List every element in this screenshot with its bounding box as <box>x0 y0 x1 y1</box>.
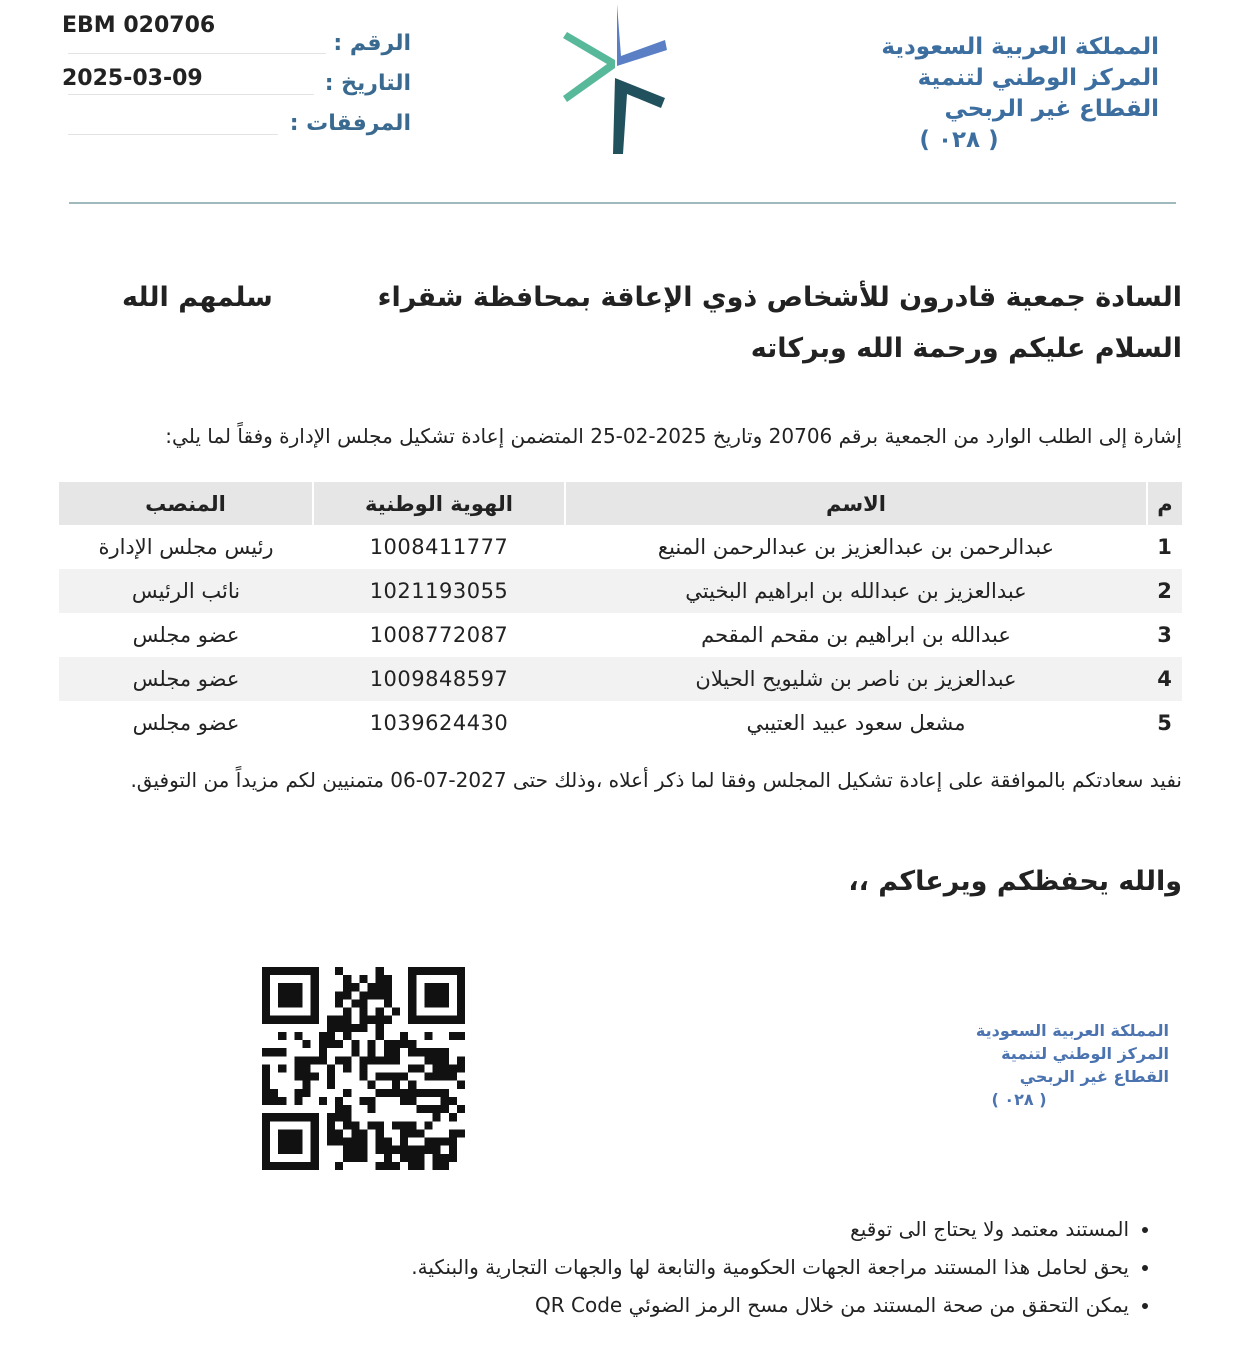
board-members-table <box>59 482 1182 745</box>
row-number: 3 <box>1157 623 1172 647</box>
org-code: ( ٠٢٨ ) <box>919 127 999 153</box>
org-line-2: المركز الوطني لتنمية <box>917 65 1159 91</box>
member-position: عضو مجلس <box>132 711 240 735</box>
salutation-right: سلمهم الله <box>122 282 273 313</box>
table-row <box>59 525 1182 569</box>
table-row <box>59 613 1182 657</box>
table-header-row <box>59 482 1182 525</box>
number-underline <box>68 53 326 54</box>
date-underline <box>68 94 314 95</box>
org-line-1: المملكة العربية السعودية <box>881 34 1159 60</box>
qr-code-icon <box>262 967 465 1170</box>
stamp-line-3: القطاع غير الربحي <box>1019 1067 1169 1086</box>
intro-paragraph: إشارة إلى الطلب الوارد من الجمعية برقم 20706 وتاريخ 2025-02-25 المتضمن إعادة تشكيل مجلس الإدارة وفقاً لما يلي: <box>165 424 1182 448</box>
member-position: عضو مجلس <box>59 657 313 701</box>
number-label: الرقم : <box>333 31 411 56</box>
member-name: مشعل سعود عبيد العتيبي <box>746 711 966 735</box>
stamp-line-2: المركز الوطني لتنمية <box>1001 1044 1169 1063</box>
attachments-label: المرفقات : <box>289 111 411 136</box>
col-header-name: الاسم <box>565 482 1147 525</box>
table-row <box>59 657 1182 701</box>
national-id: 1039624430 <box>369 711 509 735</box>
header-divider <box>69 202 1176 204</box>
national-id: 1021193055 <box>313 569 565 613</box>
row-number: 2 <box>1147 569 1182 613</box>
note-item: • المستند معتمد ولا يحتاج الى توقيع <box>369 1210 1129 1248</box>
row-number: 1 <box>1157 535 1172 559</box>
member-name: عبدالله بن ابراهيم بن مقحم المقحم <box>701 623 1011 647</box>
greeting: السلام عليكم ورحمة الله وبركاته <box>750 333 1182 364</box>
stamp-line-1: المملكة العربية السعودية <box>975 1021 1169 1040</box>
attachments-underline <box>68 134 278 135</box>
stamp-code: ( ٠٢٨ ) <box>991 1090 1047 1109</box>
col-header-id: الهوية الوطنية <box>313 482 565 525</box>
table-row <box>59 569 1182 613</box>
member-name: عبدالعزيز بن ناصر بن شليويح الحيلان <box>565 657 1147 701</box>
approval-paragraph: نفيد سعادتكم بالموافقة على إعادة تشكيل المجلس وفقا لما ذكر أعلاه ،وذلك حتى 2027-07-06 متمنيين لكم مزيداً من التوفيق. <box>130 768 1182 792</box>
member-position: نائب الرئيس <box>59 569 313 613</box>
org-name-header <box>839 32 1159 156</box>
col-header-no: م <box>1147 482 1182 525</box>
date-label: التاريخ : <box>324 71 411 96</box>
member-position: رئيس مجلس الإدارة <box>98 535 274 559</box>
national-id: 1008772087 <box>369 623 509 647</box>
org-line-3: القطاع غير الربحي <box>944 96 1159 122</box>
member-position: عضو مجلس <box>132 623 240 647</box>
member-name: عبدالعزيز بن عبدالله بن ابراهيم البخيتي <box>565 569 1147 613</box>
row-number: 4 <box>1147 657 1182 701</box>
national-id: 1008411777 <box>369 535 509 559</box>
member-name: عبدالرحمن بن عبدالعزيز بن عبدالرحمن المنيع <box>657 535 1055 559</box>
note-item: • يحق لحامل هذا المستند مراجعة الجهات الحكومية والتابعة لها والجهات التجارية والبنكية. <box>369 1248 1129 1286</box>
table-row <box>59 701 1182 745</box>
org-stamp <box>929 1019 1169 1111</box>
national-id: 1009848597 <box>313 657 565 701</box>
closing-line: والله يحفظكم ويرعاكم ،، <box>848 866 1182 897</box>
document-number: EBM 020706 <box>62 13 216 38</box>
col-header-position: المنصب <box>59 482 313 525</box>
note-item: • يمكن التحقق من صحة المستند من خلال مسح الرمز الضوئي QR Code <box>369 1286 1129 1324</box>
row-number: 5 <box>1157 711 1172 735</box>
notes-list <box>369 1210 1151 1324</box>
document-date: 2025-03-09 <box>62 66 203 91</box>
ncnp-logo-icon <box>555 0 675 160</box>
addressee: السادة جمعية قادرون للأشخاص ذوي الإعاقة بمحافظة شقراء <box>377 282 1182 313</box>
